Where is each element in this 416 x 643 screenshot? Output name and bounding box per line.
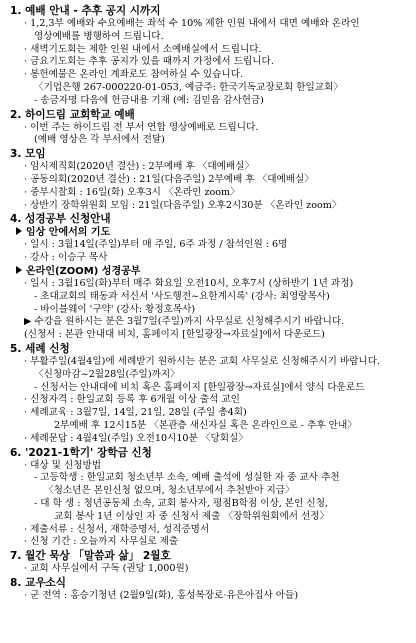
announcement-line: (신청서 : 본관 안내대 비치, 홈페이지 [한일광장→자료실]에서 다운로드): [24, 329, 325, 341]
section-5: [10, 343, 408, 446]
section-1: [10, 5, 408, 108]
subsection-label: 온라인(ZOOM) 성경공부: [26, 265, 141, 277]
announcement-line: · 세례교육 : 3월7일, 14일, 21일, 28일 (주일 총4회): [24, 407, 247, 419]
announcement-line: 〈신청마감~2월28일(주일)까지〉: [34, 368, 180, 380]
section-8: [10, 577, 408, 603]
announcement-line: · 강사 : 이승구 목사: [24, 252, 108, 264]
section-title: 2. 하이드림 교회학교 예배: [10, 108, 135, 121]
announcement-line: - 고등학생 : 한일교회 청소년부 소속, 예배 출석에 성실한 자 중 교사 추천: [34, 472, 340, 484]
section-title: 6. '2021-1학기' 장학금 신청: [10, 446, 152, 459]
subsection-heading: [10, 226, 408, 239]
section-title: 1. 예배 안내 - 추후 공지 시까지: [10, 5, 161, 17]
announcement-line: · 중부시찰회 : 16일(화) 오후3시 〈온라인 zoom〉: [24, 186, 240, 198]
announcement-line: - 대 학 생 : 청년공동체 소속, 교회 봉사자, 평점B학점 이상, 본인 신청,: [34, 497, 329, 509]
triangle-bullet-icon: [16, 266, 22, 274]
announcement-line: · 교회 사무실에서 구독 (권당 1,000원): [24, 563, 189, 575]
announcement-line: · 일시 : 3월14일(주일)부터 매 주일, 6주 과정 / 참석인원 : 6명: [24, 239, 288, 251]
announcement-line: · 세례문답 : 4월4일(주일) 오전10시10분 〈당회실〉: [24, 432, 248, 444]
announcement-line: · 봉헌예물은 온라인 계좌로도 참여하실 수 있습니다.: [24, 69, 244, 81]
section-title: 8. 교우소식: [10, 576, 67, 589]
announcement-line: · 1,2,3부 예배와 수요예배는 좌석 수 10% 제한 인원 내에서 대면 예배와 온라인: [24, 18, 360, 29]
announcement-line: · 제출서류 : 신청서, 재학증명서, 성적증명서: [24, 523, 210, 535]
announcement-line: · 상반기 장학위원회 모임 : 21일(다음주일) 오후2시30분 〈온라인 zoom〉: [24, 199, 342, 211]
section-title: 3. 모임: [10, 148, 46, 161]
announcement-line: 〈기업은행 267-000220-01-053, 예금주: 한국기독교장로회 한일교회〉: [34, 81, 343, 93]
announcement-line: · 임시제직회(2020년 결산) : 2부예배 후 〈대예배실〉: [24, 161, 255, 173]
subsection-label: 임상 안에서의 기도: [26, 227, 111, 239]
announcement-line: · 일시 : 3월16일(화)부터 매주 화요일 오전10시, 오후7시 (상하반기 1년 과정): [24, 277, 354, 289]
section-7: [10, 550, 408, 576]
announcement-line: - 바이블웨이 '구약' (강사: 황정호목사): [34, 303, 196, 315]
announcement-line: 영상예배를 병행하여 드립니다.: [34, 30, 164, 42]
announcement-line: · 신청자격 : 한일교회 등록 후 6개월 이상 출석 교인: [24, 394, 240, 406]
announcement-line: 〈청소년은 본인신청 없으며, 청소년부에서 추천받아 지급〉: [44, 485, 295, 497]
announcement-line: - 송금자명 다음에 헌금내용 기재 (예: 김믿음 감사헌금): [34, 94, 264, 106]
announcement-line: · 공동의회(2020년 결산) : 21일(다음주일) 2부예배 후 〈대예배실〉: [24, 173, 314, 185]
section-6: [10, 447, 408, 550]
announcement-line: · 새벽기도회는 제한 인원 내에서 소예배실에서 드립니다.: [24, 43, 262, 55]
section-title: 7. 월간 묵상 「말씀과 삶」 2월호: [10, 550, 171, 563]
announcement-line: · 부활주일(4월4일)에 세례받기 원하시는 분은 교회 사무실로 신청해주시기 바랍니다.: [24, 355, 381, 367]
announcement-line: · 이번 주는 하이드림 전 부서 연합 영상예배로 드립니다.: [24, 121, 259, 133]
announcement-line: · 신청 기간 : 오늘까지 사무실로 제출: [24, 536, 179, 548]
announcement-line: · 대상 및 신청방법: [24, 459, 102, 471]
announcement-line: · 군 전역 : 홍승기청년 (2월9일(화), 홍성복장로·유은아집사 아들): [24, 589, 299, 601]
section-2: [10, 109, 408, 148]
triangle-bullet-icon: [16, 227, 22, 235]
announcement-line: (예배 영상은 각 부서에서 전달): [34, 134, 165, 146]
announcement-line: · 금요기도회는 추후 공지가 있을 때까지 가정에서 드립니다.: [24, 56, 274, 68]
announcement-line: 2부예배 후 12시15분 〈본관층 새신자실 혹은 온라인으로 - 추후 안내〉: [54, 419, 357, 431]
section-title: 5. 세례 신청: [10, 342, 70, 355]
announcement-line: - 신청서는 안내대에 비치 혹은 홈페이지 [한일광장→자료실]에서 양식 다운로드: [34, 381, 365, 393]
subsection-heading: [10, 265, 408, 278]
section-title: 4. 성경공부 신청안내: [10, 213, 111, 226]
announcement-line: ▶ 수강을 원하시는 분은 3월7일(주일)까지 사무실로 신청해주시기 바랍니다.: [24, 316, 345, 328]
announcement-line: 교회 봉사 1년 이상인 자 중 신청서 제출 〈장학위원회에서 선정〉: [54, 510, 330, 522]
section-3: [10, 148, 408, 212]
section-4: [10, 213, 408, 342]
announcement-line: - 초대교회의 태동과 서신서 '사도행전~요한계시록' (강사: 최영랑목사): [34, 290, 330, 302]
